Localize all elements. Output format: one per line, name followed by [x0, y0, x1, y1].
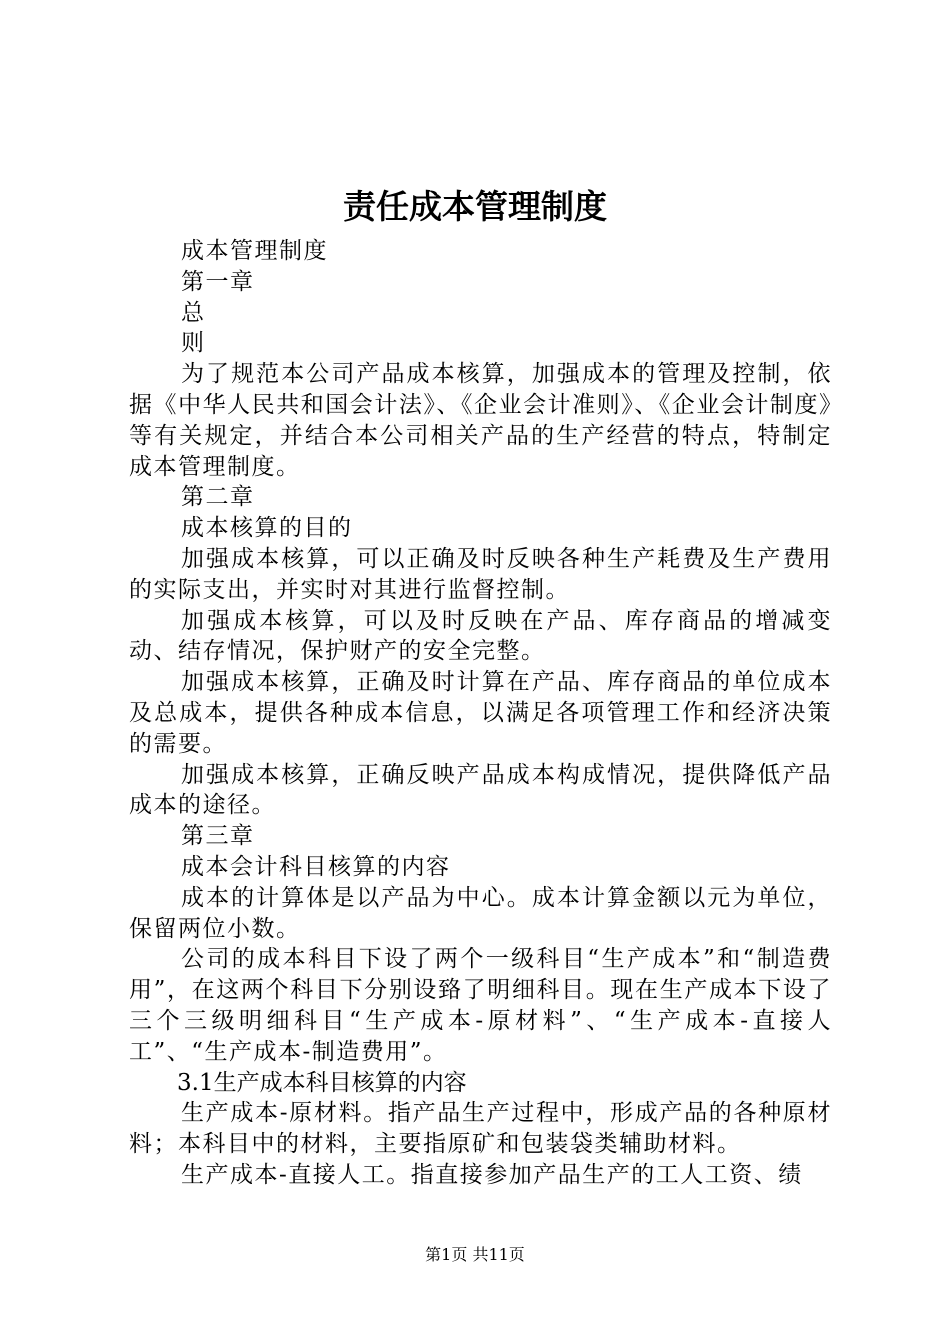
document-body: [129, 236, 832, 1191]
section-heading: 3.1生产成本科目核算的内容: [177, 1069, 467, 1096]
chapter-heading: 第二章: [181, 484, 255, 511]
paragraph: 公司的成本科目下设了两个一级科目“生产成本”和“制造费用”，在这两个科目下分别设臵了明细科目。现在生产成本下设了三个三级明细科目“生产成本-原材料”、“生产成本-直接人工”、“生产成本-制造费用”。: [129, 946, 832, 1065]
document-title: 责任成本管理制度: [343, 187, 607, 226]
chapter-heading: 第三章: [181, 823, 255, 850]
paragraph: 成本管理制度: [181, 238, 328, 264]
paragraph: 生产成本-原材料。指产品生产过程中，形成产品的各种原材料；本科目中的材料，主要指原矿和包装袋类辅助材料。: [129, 1100, 832, 1158]
page-number: 第1页 共11页: [425, 1245, 525, 1264]
paragraph: 则: [181, 330, 206, 357]
paragraph: 加强成本核算，正确及时计算在产品、库存商品的单位成本及总成本，提供各种成本信息，以满足各项管理工作和经济决策的需要。: [129, 669, 832, 757]
paragraph: 成本的计算体是以产品为中心。成本计算金额以元为单位，保留两位小数。: [129, 884, 832, 942]
paragraph: 生产成本-直接人工。指直接参加产品生产的工人工资、绩: [181, 1161, 803, 1188]
paragraph: 为了规范本公司产品成本核算，加强成本的管理及控制，依据《中华人民共和国会计法》、《企业会计准则》、《企业会计制度》等有关规定，并结合本公司相关产品的生产经营的特点，特制定成本管理制度。: [129, 361, 832, 480]
paragraph: 成本会计科目核算的内容: [181, 853, 451, 880]
paragraph: 加强成本核算，可以正确及时反映各种生产耗费及生产费用的实际支出，并实时对其进行监督控制。: [129, 545, 832, 603]
paragraph: 加强成本核算，可以及时反映在产品、库存商品的增减变动、结存情况，保护财产的安全完整。: [129, 607, 832, 665]
paragraph: 加强成本核算，正确反映产品成本构成情况，提供降低产品成本的途径。: [129, 761, 832, 819]
chapter-heading: 第一章: [181, 268, 255, 295]
paragraph: 总: [181, 299, 206, 326]
paragraph: 成本核算的目的: [181, 515, 353, 542]
